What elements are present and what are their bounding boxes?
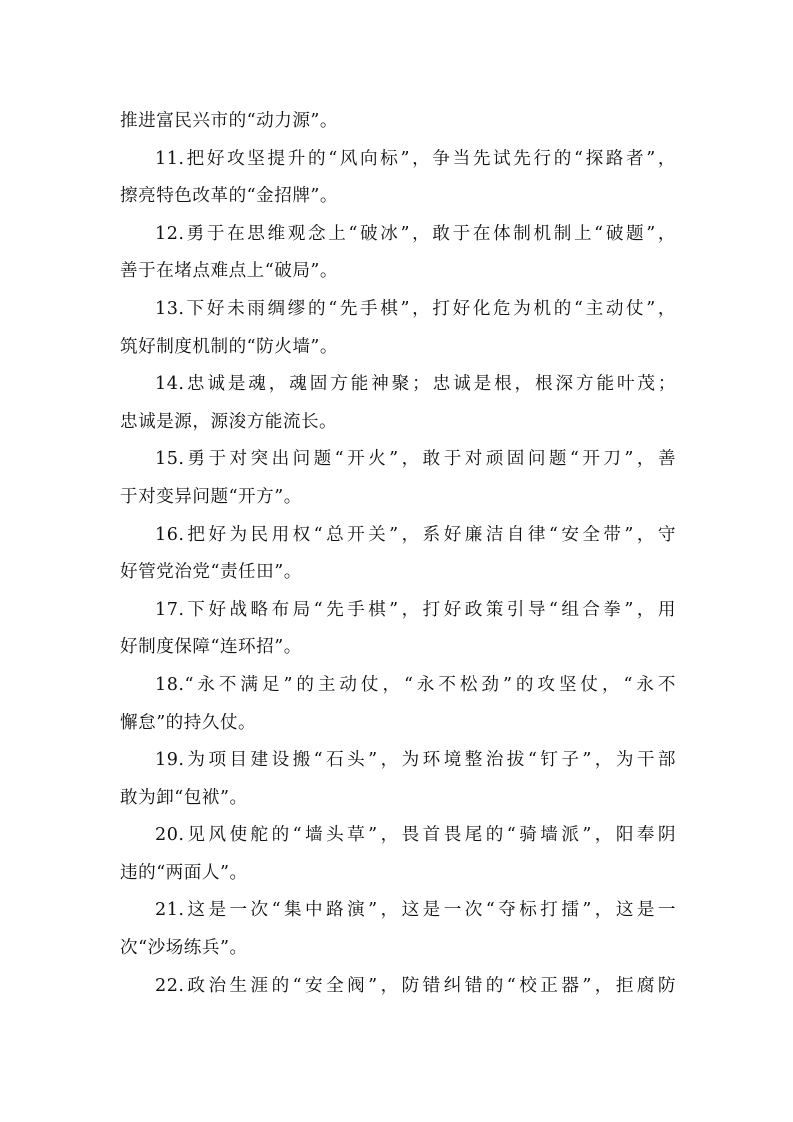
text-line: 推进富民兴市的“动力源”。 <box>120 111 339 131</box>
paragraph-15 <box>120 441 676 516</box>
text-line: 13.下好未雨绸缪的“先手棋”，打好化危为机的“主动仗”， <box>155 298 676 319</box>
text-line: 好制度保障“连环招”。 <box>120 637 302 658</box>
paragraph-14 <box>120 366 676 441</box>
text-line: 11.把好攻坚提升的“风向标”，争当先试先行的“探路者”， <box>155 148 676 169</box>
paragraph-11 <box>120 141 676 216</box>
text-line: 16.把好为民用权“总开关”，系好廉洁自律“安全带”，守 <box>155 524 676 545</box>
text-line: 15.勇于对突出问题“开火”，敢于对顽固问题“开刀”，善 <box>155 449 676 470</box>
text-line: 21.这是一次“集中路演”，这是一次“夺标打擂”，这是一 <box>155 900 676 921</box>
paragraph-17 <box>120 592 676 667</box>
paragraph-13 <box>120 291 676 366</box>
text-line: 敢为卸“包袱”。 <box>120 787 248 808</box>
text-line: 好管党治党“责任田”。 <box>120 562 302 583</box>
paragraph-continuation <box>120 103 676 141</box>
text-line: 擦亮特色改革的“金招牌”。 <box>120 186 339 207</box>
text-line: 次“沙场练兵”。 <box>120 938 248 959</box>
text-line: 善于在堵点难点上“破局”。 <box>120 261 339 282</box>
text-line: 违的“两面人”。 <box>120 862 248 883</box>
paragraph-20 <box>120 817 676 892</box>
text-line: 19.为项目建设搬“石头”，为环境整治拔“钉子”，为干部 <box>155 750 676 771</box>
document-body <box>120 103 676 1005</box>
text-line: 17.下好战略布局“先手棋”，打好政策引导“组合拳”，用 <box>155 599 676 620</box>
text-line: 于对变异问题“开方”。 <box>120 486 302 507</box>
text-line: 忠诚是源，源浚方能流长。 <box>120 411 338 432</box>
text-line: 懈怠”的持久仗。 <box>120 712 257 733</box>
text-line: 20.见风使舵的“墙头草”，畏首畏尾的“骑墙派”，阳奉阴 <box>155 825 676 846</box>
text-line: 22.政治生涯的“安全阀”，防错纠错的“校正器”，拒腐防 <box>155 975 676 996</box>
text-line: 14.忠诚是魂，魂固方能神聚；忠诚是根，根深方能叶茂； <box>155 374 676 395</box>
text-line: 12.勇于在思维观念上“破冰”，敢于在体制机制上“破题”， <box>155 223 676 244</box>
paragraph-19 <box>120 742 676 817</box>
paragraph-18 <box>120 667 676 742</box>
text-line: 18.“永不满足”的主动仗，“永不松劲”的攻坚仗，“永不 <box>155 674 676 695</box>
paragraph-16 <box>120 517 676 592</box>
text-line: 筑好制度机制的“防火墙”。 <box>120 336 339 357</box>
paragraph-22 <box>120 968 676 1006</box>
paragraph-21 <box>120 892 676 967</box>
paragraph-12 <box>120 216 676 291</box>
